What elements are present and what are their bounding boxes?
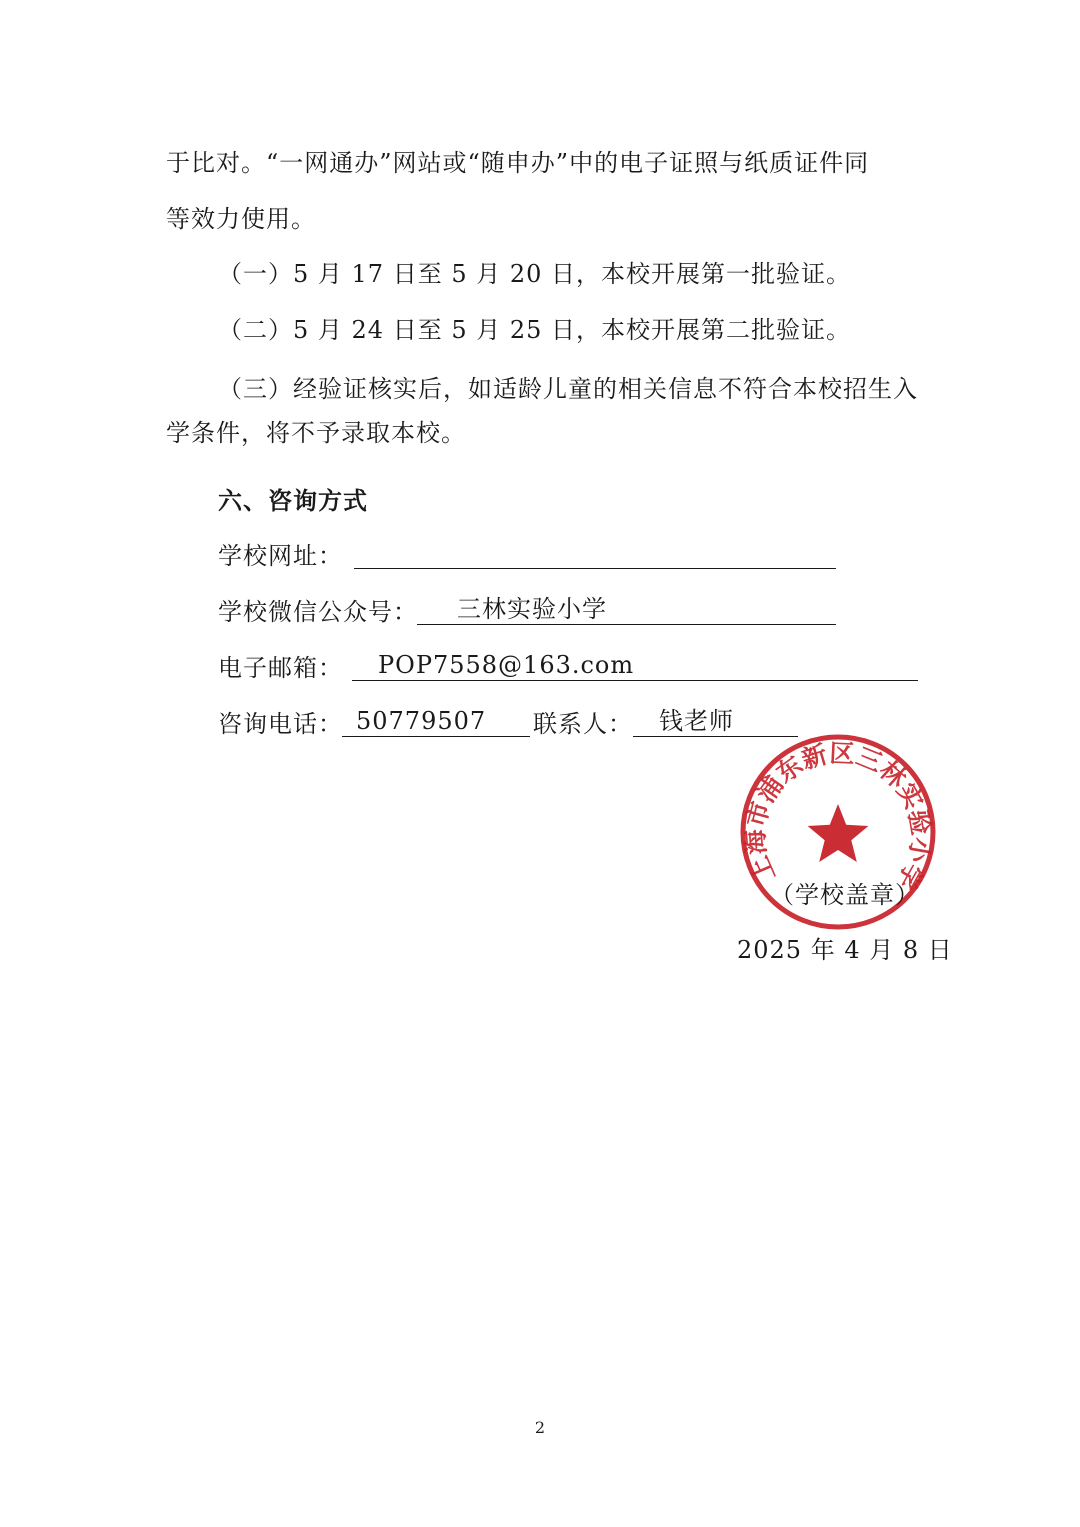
contact-value: 钱老师	[659, 707, 734, 735]
section-heading: 六、咨询方式	[218, 487, 368, 515]
wechat-field	[417, 594, 836, 625]
email-value: POP7558@163.com	[378, 651, 635, 679]
seal-caption: （学校盖章）	[770, 881, 920, 909]
contact-label: 联系人：	[533, 710, 633, 738]
phone-label: 咨询电话：	[218, 710, 343, 738]
email-field	[352, 650, 918, 681]
wechat-label: 学校微信公众号：	[218, 598, 418, 626]
list-item: （三）经验证核实后，如适龄儿童的相关信息不符合本校招生入	[218, 375, 918, 403]
wechat-value: 三林实验小学	[457, 595, 607, 623]
paragraph-line: 学条件，将不予录取本校。	[166, 419, 466, 447]
list-item: （二）5 月 24 日至 5 月 25 日，本校开展第二批验证。	[218, 316, 852, 344]
phone-field	[342, 706, 530, 737]
star-icon	[808, 804, 869, 862]
paragraph-line: 于比对。“一网通办”网站或“随申办”中的电子证照与纸质证件同	[166, 149, 870, 177]
website-label: 学校网址：	[218, 542, 343, 570]
page-number: 2	[534, 1418, 546, 1437]
website-field	[354, 538, 836, 569]
seal-ring-text: 上海市浦东新区三林实验小学	[740, 738, 936, 895]
email-label: 电子邮箱：	[218, 654, 343, 682]
document-date: 2025 年 4 月 8 日	[737, 936, 953, 964]
list-item: （一）5 月 17 日至 5 月 20 日，本校开展第一批验证。	[218, 260, 852, 288]
phone-value: 50779507	[356, 707, 487, 735]
paragraph-line: 等效力使用。	[166, 205, 316, 233]
